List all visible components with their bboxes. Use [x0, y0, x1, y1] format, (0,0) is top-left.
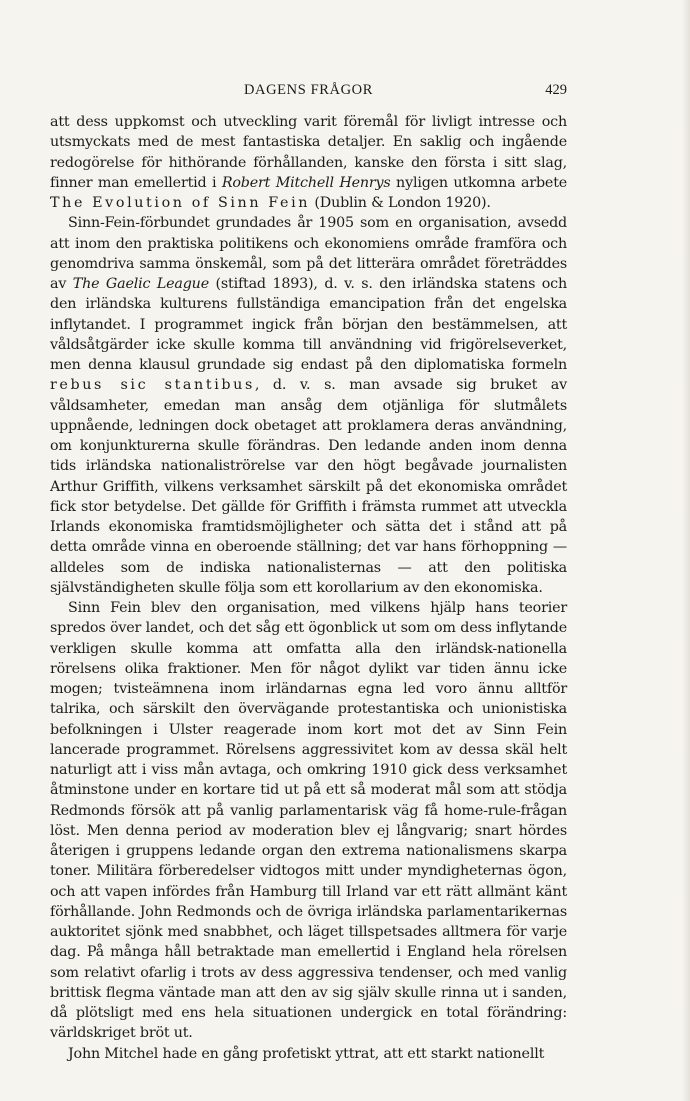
author-name: Robert Mitchell Henrys — [221, 174, 391, 191]
paragraph-1-text-3: (Dublin & London 1920). — [310, 195, 491, 211]
paragraph-1 — [50, 112, 567, 213]
paragraph-2-text-3: , d. v. s. man avsade sig bruket av våldsamheter, emedan man ansåg dem otjänliga för slutmålets uppnående, ledningen dock obetaget att proklamera deras användning, om konjunkturerna skulle förändras. Den ledande anden inom denna tids irländska nationaliströrelse var den högt begåvade journalisten Arthur Griffith, vilkens verksamhet särskilt på det ekonomiska området fick stor betydelse. Det gällde för Griffith i främsta rummet att utveckla Irlands ekonomiska framtidsmöjligheter och sätta det i stånd att på detta område vinna en oberoende ställning; det var hans förhoppning — alldeles som de indiska nationalisternas — att den politiska självständigheten skulle följa som ett korollarium av den ekonomiska. — [50, 377, 567, 596]
paragraph-2-text-1: Sinn-Fein-förbundet grundades år 1905 som en organisation, avsedd att inom den praktiska politikens och ekonomiens område framföra och genomdriva samma önskemål, som på det litterära området företräddes av — [50, 215, 567, 292]
latin-phrase: rebus sic stantibus — [50, 377, 255, 394]
paragraph-2-text-2: (stiftad 1893), d. v. s. den irländska statens och den irländska kulturens fullständiga emancipation från det engelska inflytandet. I programmet ingick från början den bestämmelsen, att våldsåtgärder icke skulle komma till användning vid frigörelseverket, men denna klausul grundade sig endast på den diplomatiska formeln — [50, 276, 567, 373]
paragraph-4: John Mitchel hade en gång profetiskt yttrat, att ett starkt nationellt — [68, 1045, 545, 1062]
paragraph-1-text-1: att dess uppkomst och utveckling varit föremål för livligt intresse och utsmyckats med de mest fantastiska detaljer. En saklig och ingående redogörelse för hithörande förhållanden, kanske den första i sitt slag, finner man emellertid i — [50, 114, 567, 191]
gaelic-league-title: The Gaelic League — [72, 276, 209, 292]
running-title: DAGENS FRÅGOR — [243, 82, 374, 98]
page-edge — [682, 0, 690, 1101]
page-header — [50, 82, 567, 102]
paragraph-3: Sinn Fein blev den organisation, med vilkens hjälp hans teorier spredos över landet, och det såg ett ögonblick ut som om dess inflytande verkligen skulle komma att omfatta alla den irländsk-nationella rörelsens olika fraktioner. Men för något dylikt var tiden ännu icke mogen; tvisteämnena inom irländarnas egna led voro ännu alltför talrika, och särskilt den övervägande protestantiska och unionistiska befolkningen i Ulster reagerade inom kort mot det av Sinn Fein lancerade programmet. Rörelsens aggressivitet kom av dessa skäl helt naturligt att i viss mån avtaga, och omkring 1910 gick dess verksamhet åtminstone under en kortare tid ut på ett så moderat mål som att stödja Redmonds försök att på vanlig parlamentarisk väg få home-rule-frågan löst. Men denna period av moderation blev ej långvarig; snart hördes återigen i gruppens ledande organ den extrema nationalismens skarpa toner. Militära förberedelser vidtogos mitt under myndigheternas ögon, och att vapen infördes från Hamburg till Irland var ett rätt allmänt känt förhållande. John Redmonds och de övriga irländska parlamentarikernas auktoritet sjönk med snabbhet, och läget tillspetsades alltmera för varje dag. På många håll betraktade man emellertid i England hela rörelsen som relativt ofarlig i trots av dess aggressiva tendenser, och med vanlig brittisk flegma väntade man att den av sig själv skulle rinna ut i sanden, då plötsligt med ens hela situationen undergick en total förändring: världskriget bröt ut. — [50, 600, 567, 1042]
book-title: The Evolution of Sinn Fein — [50, 195, 311, 211]
page-number: 429 — [545, 82, 567, 98]
paragraph-2 — [50, 213, 567, 598]
paragraph-1-text-2: nyligen utkomna arbete — [390, 174, 567, 191]
body-text — [50, 112, 567, 1064]
